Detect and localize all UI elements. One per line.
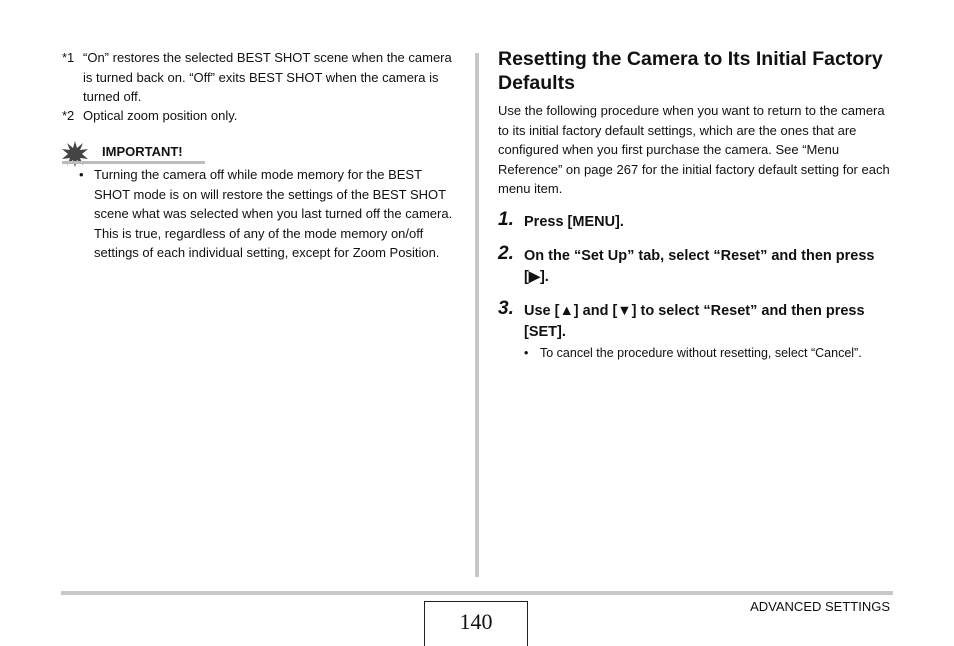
page-number: 140 [424, 601, 528, 646]
important-title: IMPORTANT! [102, 144, 183, 159]
step-text: Press [MENU]. [524, 214, 624, 230]
bullet: • [79, 167, 84, 182]
footnote-mark: *2 [62, 108, 75, 123]
step-1 [498, 209, 893, 233]
step-number: 3. [498, 298, 514, 319]
step-2 [498, 243, 893, 288]
step-note-text: To cancel the procedure without resetting, select “Cancel”. [540, 346, 862, 360]
footer-rule [61, 591, 893, 595]
important-text: Turning the camera off while mode memory for the BEST SHOT mode is on will restore the settings of the BEST SHOT scene what was selected when you last turned off the camera. This is true, regardless of any of the mode memory on/off settings of each individual setting, except for Zoom Position. [94, 167, 453, 260]
bullet: • [524, 346, 529, 360]
step-number: 2. [498, 243, 514, 264]
step-3 [498, 298, 893, 343]
footer-section-label: ADVANCED SETTINGS [750, 599, 890, 614]
important-underline [62, 161, 205, 164]
footnote-mark: *1 [62, 50, 75, 65]
section-heading: Resetting the Camera to Its Initial Factory Defaults [498, 48, 883, 94]
column-divider [475, 53, 479, 577]
step-text: On the “Set Up” tab, select “Reset” and then press [▶]. [524, 248, 875, 285]
step-note [524, 344, 864, 364]
footnote-1 [62, 48, 462, 107]
footnote-2 [62, 106, 462, 126]
footnote-text: Optical zoom position only. [83, 108, 238, 123]
step-text: Use [▲] and [▼] to select “Reset” and then press [SET]. [524, 303, 865, 340]
step-number: 1. [498, 209, 514, 230]
section-intro: Use the following procedure when you want to return to the camera to its initial factory default settings, which are the ones that are configured when you first purchase the camera. See “Menu Reference” on page 267 for the initial factory default setting for each menu item. [498, 103, 890, 196]
footnote-text: “On” restores the selected BEST SHOT scene when the camera is turned back on. “Off” exits BEST SHOT when the camera is turned off. [83, 50, 452, 104]
